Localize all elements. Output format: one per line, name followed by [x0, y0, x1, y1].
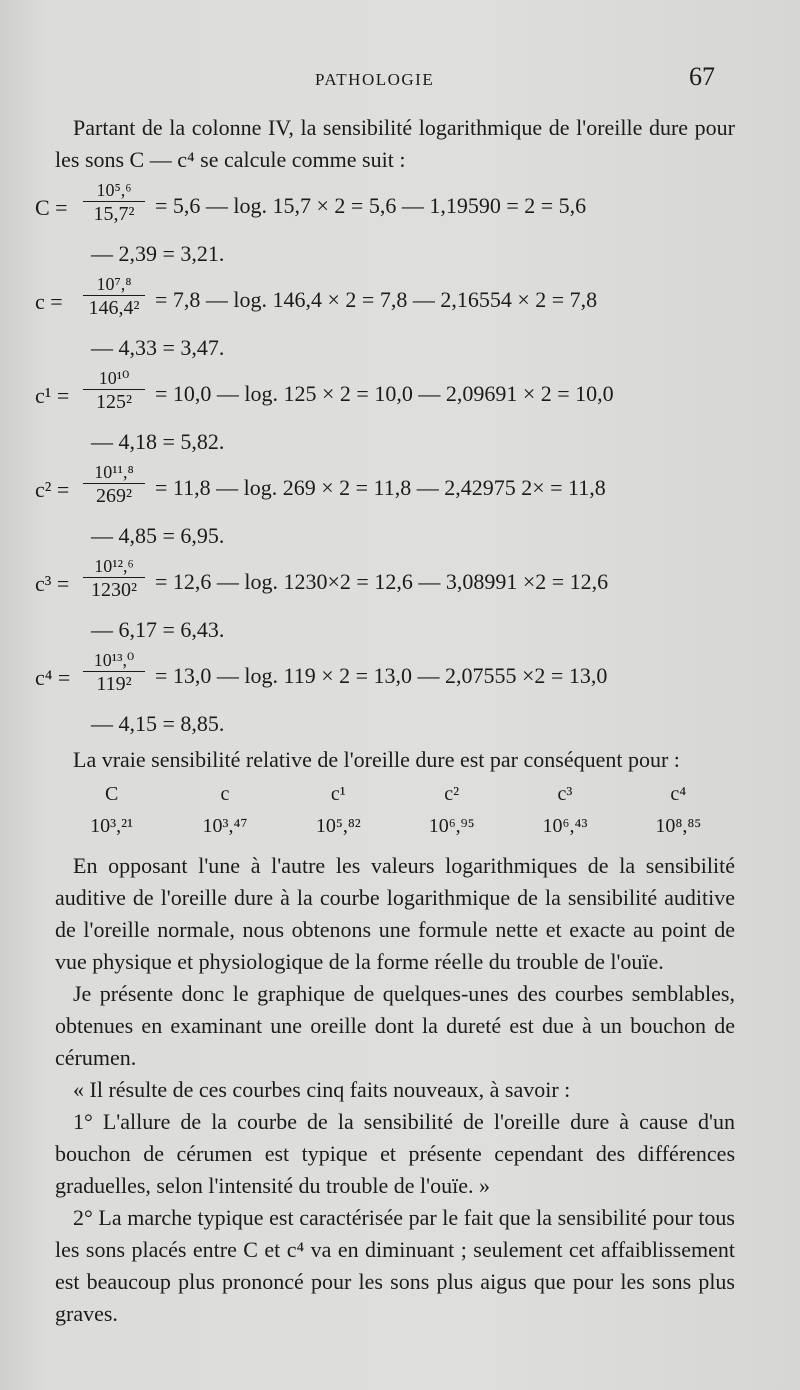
note-label: c: [220, 783, 230, 805]
running-title: PATHOLOGIE: [315, 70, 435, 89]
formula-c: [35, 274, 735, 332]
sensitivity-value: 10⁶,⁴³: [542, 815, 588, 837]
formula-continuation: — 4,33 = 3,47.: [91, 335, 225, 360]
note-label: C: [104, 783, 119, 805]
formula-label: c⁴ =: [35, 665, 71, 690]
sensitivity-value: 10⁶,⁹⁵: [428, 815, 475, 837]
fraction-denominator: 269²: [96, 485, 132, 507]
fraction-bar: [83, 483, 145, 484]
fraction-bar: [83, 671, 145, 672]
fraction-numerator: 10¹²,⁶: [94, 556, 134, 576]
fraction-denominator: 15,7²: [93, 203, 135, 225]
formula-label: c³ =: [35, 571, 70, 596]
body-paragraph: « Il résulte de ces courbes cinq faits nouveaux, à savoir :: [73, 1077, 571, 1102]
formula-continuation: — 4,15 = 8,85.: [91, 711, 225, 736]
formula-continuation: — 2,39 = 3,21.: [91, 241, 225, 266]
fraction-bar: [83, 577, 145, 578]
formula-block: [35, 180, 735, 740]
sensitivity-value: 10⁸,⁸⁵: [655, 815, 702, 837]
fraction-bar: [83, 201, 145, 202]
formula-label: C =: [35, 195, 68, 220]
fraction-numerator: 10¹⁰: [98, 368, 130, 388]
sensitivity-intro: La vraie sensibilité relative de l'oreille dure est par conséquent pour :: [73, 747, 680, 772]
formula-fraction: [83, 180, 145, 225]
sensitivity-value: 10⁵,⁸²: [315, 815, 361, 837]
note-label: c³: [557, 783, 573, 805]
fraction-numerator: 10⁵,⁶: [96, 180, 132, 200]
sensitivity-table: [55, 778, 735, 842]
formula-C: [35, 180, 735, 238]
formula-fraction: [83, 368, 145, 413]
fraction-numerator: 10¹¹,⁸: [94, 462, 134, 482]
formula-rhs: = 12,6 — log. 1230×2 = 12,6 — 3,08991 ×2 = 12,6: [155, 569, 609, 594]
formula-continuation: — 4,85 = 6,95.: [91, 523, 225, 548]
body-paragraph: 2° La marche typique est caractérisée par le fait que la sensibilité pour tous les sons placés entre C et c⁴ va en diminuant ; seulement cet affaiblissement est beaucoup plus prononcé pour les sons plus aigus que pour les sons plus graves.: [55, 1205, 735, 1326]
formula-fraction: [83, 274, 145, 319]
fraction-numerator: 10¹³,⁰: [93, 650, 135, 670]
page-body: [35, 112, 735, 1330]
formula-continuation: — 6,17 = 6,43.: [91, 617, 225, 642]
body-paragraph: 1° L'allure de la courbe de la sensibilité de l'oreille dure à cause d'un bouchon de cérumen est typique et présente cependant des différences graduelles, selon l'intensité du trouble de l'ouïe. »: [55, 1109, 735, 1198]
formula-rhs: = 5,6 — log. 15,7 × 2 = 5,6 — 1,19590 = 2 = 5,6: [155, 193, 587, 218]
sensitivity-value: 10³,⁴⁷: [202, 815, 248, 837]
formula-c3: [35, 556, 735, 614]
fraction-denominator: 119²: [96, 673, 132, 695]
formula-fraction: [83, 650, 145, 695]
formula-fraction: [83, 462, 145, 507]
fraction-numerator: 10⁷,⁸: [96, 274, 132, 294]
formula-label: c¹ =: [35, 383, 70, 408]
note-label: c¹: [330, 783, 346, 805]
page-number: 67: [689, 62, 715, 91]
formula-label: c =: [35, 289, 63, 314]
fraction-bar: [83, 389, 145, 390]
intro-paragraph: Partant de la colonne IV, la sensibilité logarithmique de l'oreille dure pour les sons C — c⁴ se calcule comme suit :: [55, 115, 735, 172]
formula-continuation: — 4,18 = 5,82.: [91, 429, 225, 454]
formula-rhs: = 10,0 — log. 125 × 2 = 10,0 — 2,09691 × 2 = 10,0: [155, 381, 614, 406]
body-paragraph: En opposant l'une à l'autre les valeurs logarithmiques de la sensibilité auditive de l'oreille dure à la courbe logarithmique de la sensibilité auditive de l'oreille normale, nous obtenons une formule nette et exacte au point de vue physique et physiologique de la forme réelle du trouble de l'ouïe.: [55, 853, 735, 974]
fraction-denominator: 1230²: [91, 579, 137, 601]
body-paragraph: Je présente donc le graphique de quelques-unes des courbes semblables, obtenues en examinant une oreille dont la dureté est due à un bouchon de cérumen.: [55, 981, 735, 1070]
fraction-bar: [83, 295, 145, 296]
fraction-denominator: 146,4²: [88, 297, 140, 319]
formula-rhs: = 11,8 — log. 269 × 2 = 11,8 — 2,42975 2× = 11,8: [155, 475, 606, 500]
formula-rhs: = 13,0 — log. 119 × 2 = 13,0 — 2,07555 ×2 = 13,0: [155, 663, 608, 688]
note-label: c²: [444, 783, 460, 805]
sensitivity-value: 10³,²¹: [90, 815, 134, 837]
formula-c1: [35, 368, 735, 426]
formula-rhs: = 7,8 — log. 146,4 × 2 = 7,8 — 2,16554 × 2 = 7,8: [155, 287, 598, 312]
formula-label: c² =: [35, 477, 70, 502]
note-label: c⁴: [670, 783, 687, 805]
formula-fraction: [83, 556, 145, 601]
formula-c2: [35, 462, 735, 520]
page-header: [0, 62, 800, 92]
formula-c4: [35, 650, 735, 708]
fraction-denominator: 125²: [96, 391, 132, 413]
